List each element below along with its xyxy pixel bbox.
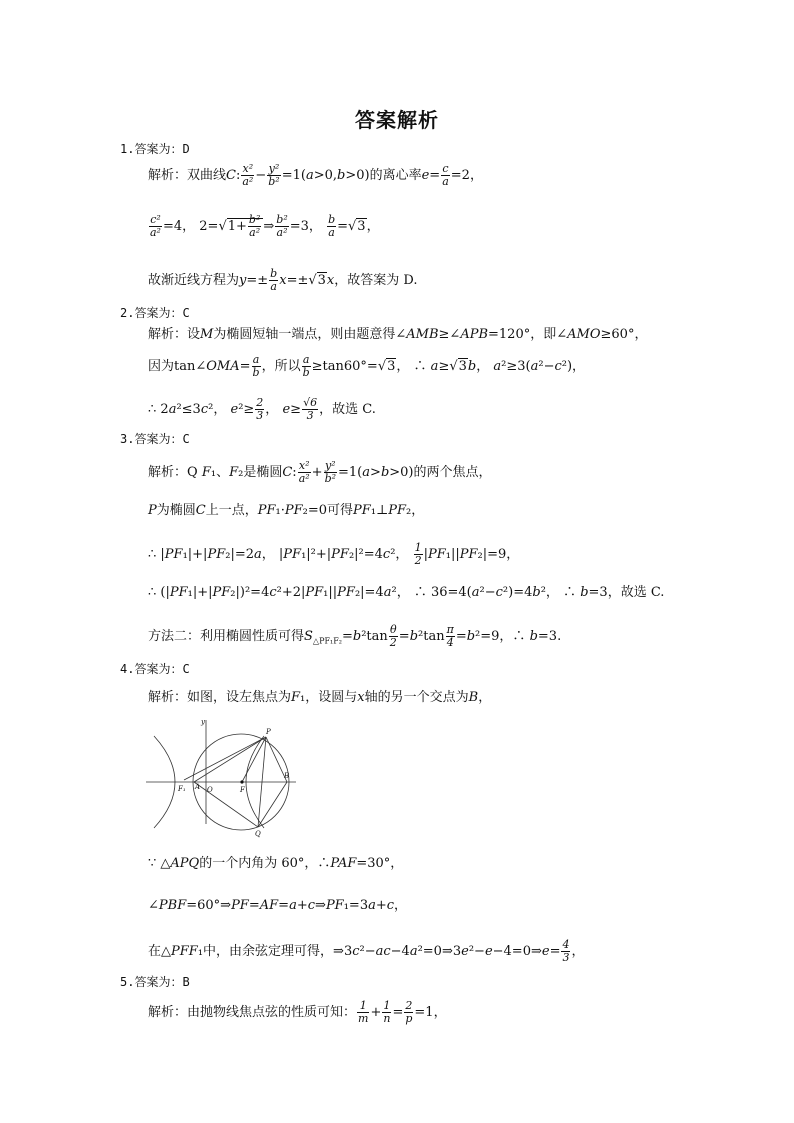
fig-label-f1: F₁: [178, 785, 186, 793]
q3-line-5: 方法二：利用椭圆性质可得$S_{\triangle PF_1F_2}=b^2\tan$ $\frac{\theta}{2}$ =b²tan $\frac{\pi}{4}$ =b²=9，∴ b=3.: [148, 623, 562, 649]
fig-label-b: B: [284, 772, 290, 780]
q1-line-1: 解析：双曲线C: $\frac{\text{x²}}{\text{a²}}$ − $\frac{\text{y²}}{\text{b²}}$ =1(a>0,b>0)的离心率e= $\frac{c}{a}$ =2，: [148, 162, 483, 188]
q3-line-1: 解析：Q F₁、F₂是椭圆C: $\frac{\text{x²}}{\text{a²}}$ + $\frac{\text{y²}}{\text{b²}}$ =1(a>b>0)的两个焦点，: [148, 459, 492, 485]
fig-label-y: y: [201, 718, 205, 726]
q3-line-2: P为椭圆C上一点，PF₁·PF₂=0可得PF₁⊥PF₂，: [148, 503, 425, 518]
q4-line-2: ∵ △APQ的一个内角为 60°，∴PAF=30°，: [148, 856, 404, 871]
segment-pf1: [184, 737, 266, 780]
segment-bq: [258, 782, 287, 827]
q1-line-3: 故渐近线方程为y=± $\frac{b}{a}$ x=±√3x，故答案为 D.: [148, 267, 418, 293]
page-title: 答案解析: [355, 108, 439, 132]
answer-3: 3.答案为：C: [120, 432, 190, 446]
segment-pa: [194, 737, 266, 782]
q5-line-1: 解析：由抛物线焦点弦的性质可知： $\frac{1}{m}$ + $\frac{1}{n}$ = $\frac{2}{p}$ =1，: [148, 999, 447, 1025]
fig-label-a: A: [195, 783, 201, 791]
q1-line-2: $\frac{\text{c²}}{\text{a²}}$ =4， 2=√1+ $\frac{\text{b²}}{\text{a²}}$ ⇒ $\frac{\text{b²}}{\text{a²}}$ =3， $\frac{b}{a}$ =√3，: [150, 213, 380, 239]
q2-line-1: 解析：设M为椭圆短轴一端点，则由题意得∠AMB≥∠APB=120°，即∠AMO≥60°，: [148, 327, 648, 342]
q2-line-3: ∴ 2a²≤3c²， e²≥ $\frac{2}{3}$ ， e≥ $\frac{√6}{3}$ ，故选 C.: [148, 396, 376, 422]
fig-label-q: Q: [255, 830, 261, 838]
q4-line-3: ∠PBF=60°⇒PF=AF=a+c⇒PF₁=3a+c，: [148, 898, 408, 913]
q4-line-1: 解析：如图，设左焦点为F₁，设圆与x轴的另一个交点为B，: [148, 690, 492, 705]
q3-line-4: ∴ (|PF₁|+|PF₂|)²=4c²+2|PF₁||PF₂|=4a²， ∴ 36=4(a²−c²)=4b²， ∴ b=3，故选 C.: [148, 585, 665, 600]
fig-label-f: F: [240, 786, 245, 794]
answer-5: 5.答案为：B: [120, 975, 190, 989]
fig-label-o: O: [207, 786, 213, 794]
answer-4: 4.答案为：C: [120, 662, 190, 676]
q4-line-4: 在△PFF₁中，由余弦定理可得，⇒3c²−ac−4a²=0⇒3e²−e−4=0⇒e= $\frac{4}{3}$ ，: [148, 938, 585, 964]
answer-1: 1.答案为：D: [120, 142, 190, 156]
q3-line-3: ∴ |PF₁|+|PF₂|=2a， |PF₁|²+|PF₂|²=4c²， $\frac{1}{2}$ |PF₁||PF₂|=9，: [148, 541, 520, 567]
q2-line-2: 因为tan∠OMA= $\frac{a}{b}$ ，所以 $\frac{a}{b}$ ≥tan60°=√3， ∴ a≥√3b， a²≥3(a²−c²)，: [148, 353, 586, 379]
ellipse-circle-figure: [146, 714, 296, 840]
fig-label-p: P: [266, 728, 271, 736]
answer-2: 2.答案为：C: [120, 306, 190, 320]
segment-aq: [194, 782, 258, 827]
focus-point: [240, 780, 243, 783]
